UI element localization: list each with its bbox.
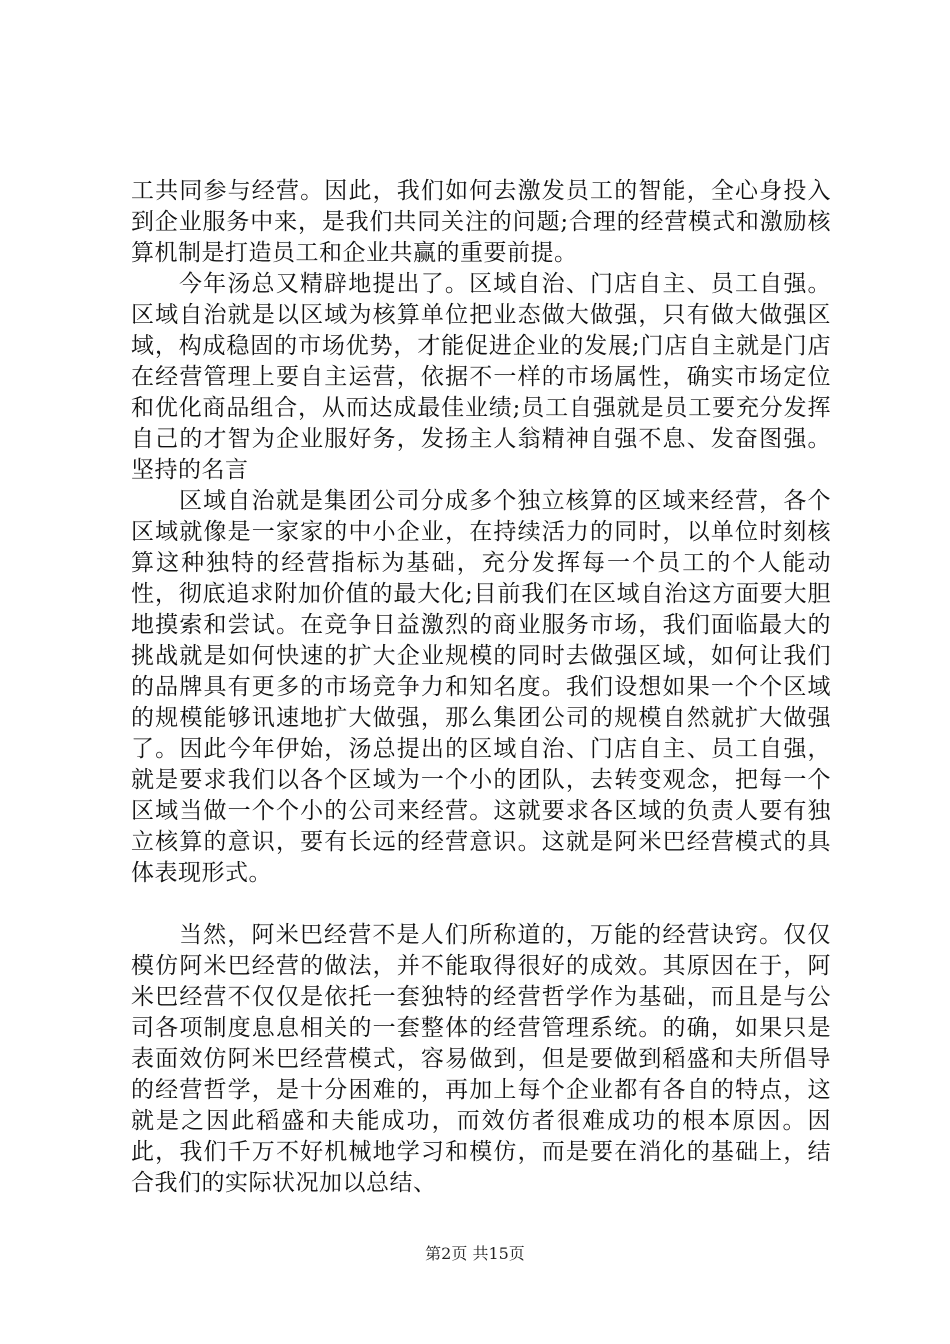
paragraph-continuation: 工共同参与经营。因此，我们如何去激发员工的智能，全心身投入到企业服务中来，是我们共同关注的问题;合理的经营模式和激励核算机制是打造员工和企业共赢的重要前提。 <box>131 178 831 266</box>
page-number-footer: 第2页 共15页 <box>425 1244 525 1263</box>
paragraph-region-autonomy-detail: 区域自治就是集团公司分成多个独立核算的区域来经营，各个区域就像是一家家的中小企业，在持续活力的同时，以单位时刻核算这种独特的经营指标为基础，充分发挥每一个员工的个人能动性，彻底追求附加价值的最大化;目前我们在区域自治这方面要大胆地摸索和尝试。在竞争日益激烈的商业服务市场，我们面临最大的挑战就是如何快速的扩大企业规模的同时去做强区域，如何让我们的品牌具有更多的市场竞争力和知名度。我们设想如果一个个区域的规模能够讯速地扩大做强，那么集团公司的规模自然就扩大做强了。因此今年伊始，汤总提出的区域自治、门店自主、员工自强，就是要求我们以各个区域为一个小的团队，去转变观念，把每一个区域当做一个个小的公司来经营。这就要求各区域的负责人要有独立核算的意识，要有长远的经营意识。这就是阿米巴经营模式的具体表现形式。 <box>131 488 831 886</box>
paragraph-region-autonomy-intro: 今年汤总又精辟地提出了。区域自治、门店自主、员工自强。区域自治就是以区域为核算单位把业态做大做强，只有做大做强区域，构成稳固的市场优势，才能促进企业的发展;门店自主就是门店在经营管理上要自主运营，依据不一样的市场属性，确实市场定位和优化商品组合，从而达成最佳业绩;员工自强就是员工要充分发挥自己的才智为企业服好务，发扬主人翁精神自强不息、发奋图强。坚持的名言 <box>131 271 831 483</box>
document-body <box>131 176 831 1199</box>
paragraph-amoeba-caution: 当然，阿米巴经营不是人们所称道的，万能的经营诀窍。仅仅模仿阿米巴经营的做法，并不能取得很好的成效。其原因在于，阿米巴经营不仅仅是依托一套独特的经营哲学作为基础，而且是与公司各项制度息息相关的一套整体的经营管理系统。的确，如果只是表面效仿阿米巴经营模式，容易做到，但是要做到稻盛和夫所倡导的经营哲学，是十分困难的，再加上每个企业都有各自的特点，这就是之因此稻盛和夫能成功，而效仿者很难成功的根本原因。因此，我们千万不好机械地学习和模仿，而是要在消化的基础上，结合我们的实际状况加以总结、 <box>131 922 831 1196</box>
